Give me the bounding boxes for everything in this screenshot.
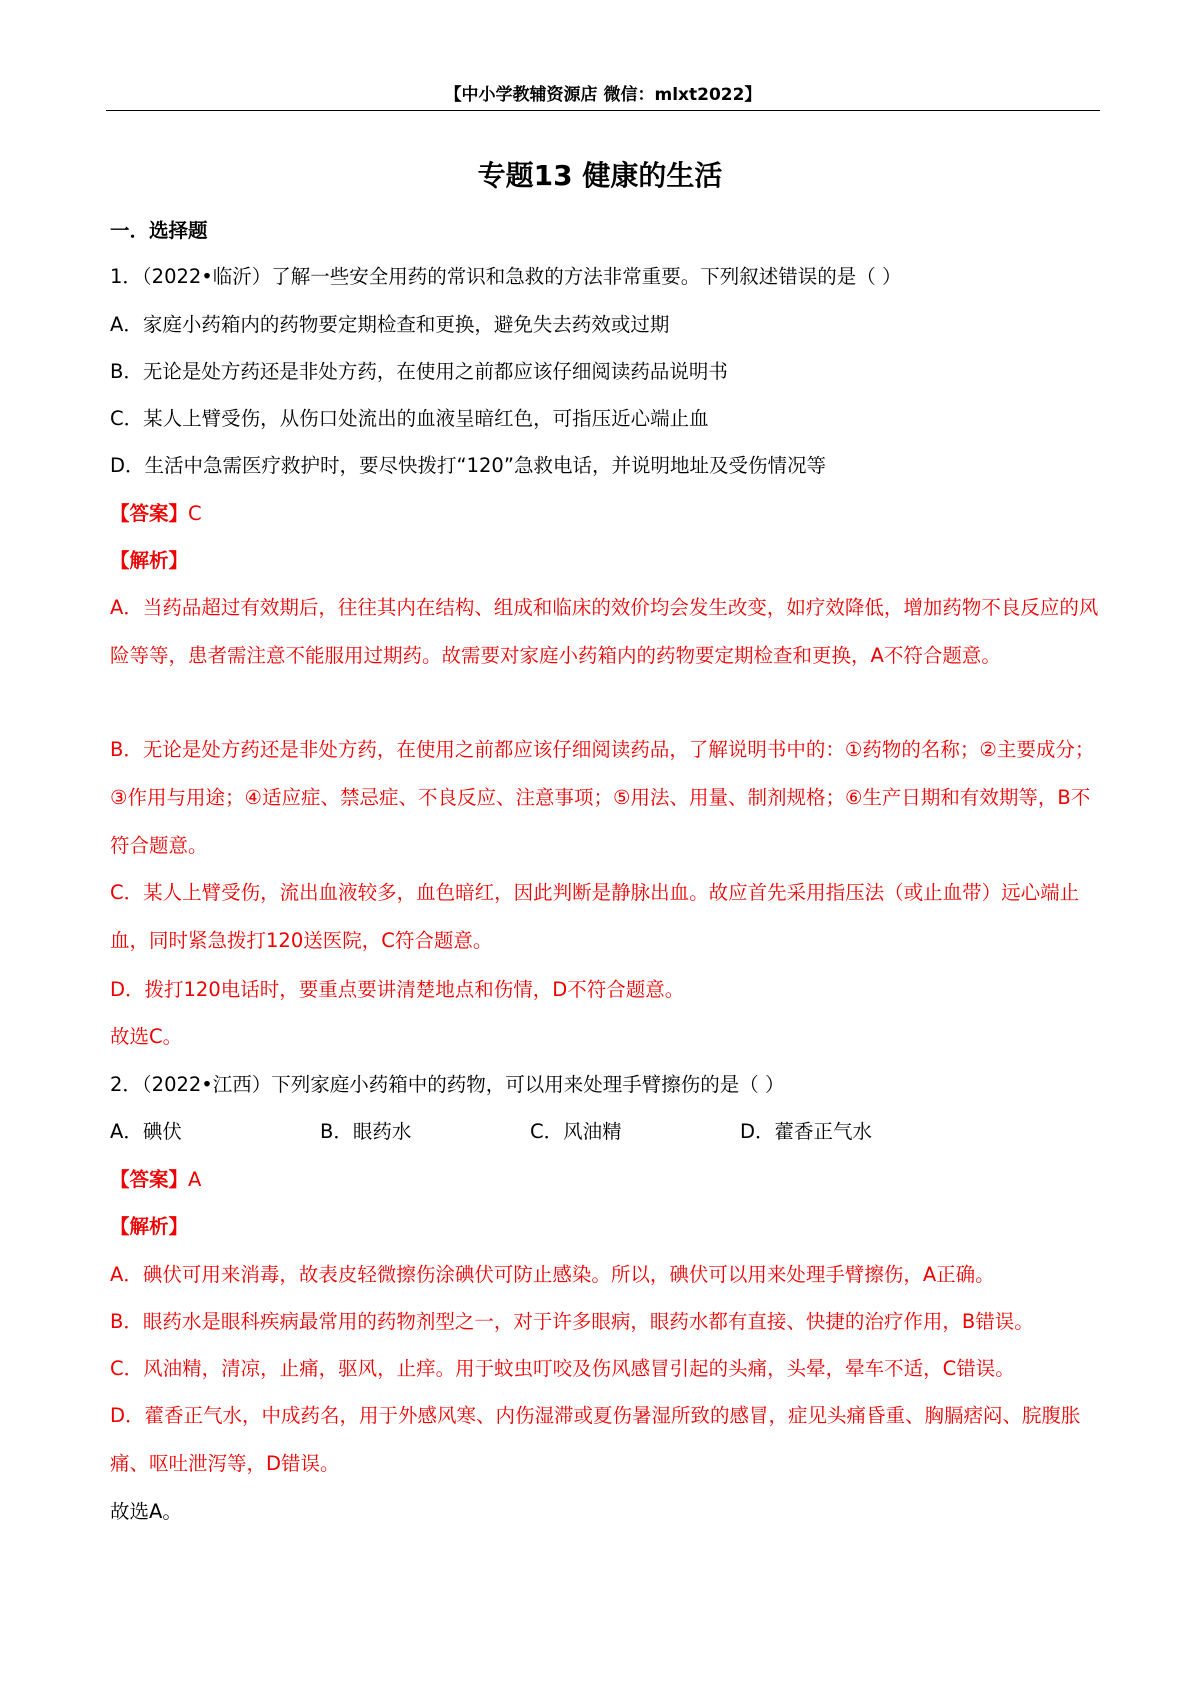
q2-option-b: B．眼药水 bbox=[320, 1120, 412, 1143]
q1-analysis-a: A．当药品超过有效期后，往往其内在结构、组成和临床的效价均会发生改变，如疗效降低，增加药物不良反应的风险等等，患者需注意不能服用过期药。故需要对家庭小药箱内的药物要定期检查和更换，A不符合题意。 bbox=[110, 596, 1099, 667]
page-header: 【中小学教辅资源店 微信：mlxt2022】 bbox=[444, 85, 762, 105]
q1-option-a: A．家庭小药箱内的药物要定期检查和更换，避免失去药效或过期 bbox=[110, 313, 670, 336]
q2-answer-value: A bbox=[188, 1168, 202, 1191]
q1-analysis-b: B．无论是处方药还是非处方药，在使用之前都应该仔细阅读药品，了解说明书中的：①药物的名称；②主要成分；③作用与用途；④适应症、禁忌症、不良反应、注意事项；⑤用法、用量、制剂规格；⑥生产日期和有效期等，B不符合题意。 bbox=[110, 738, 1095, 857]
header-rule bbox=[106, 110, 1100, 111]
q1-answer-label: 【答案】 bbox=[110, 502, 189, 525]
q2-answer-label: 【答案】 bbox=[110, 1168, 189, 1191]
q1-stem: 1．（2022•临沂）了解一些安全用药的常识和急救的方法非常重要。下列叙述错误的是（ ） bbox=[110, 265, 902, 288]
q1-answer-value: C bbox=[188, 502, 202, 525]
q1-option-b: B．无论是处方药还是非处方药，在使用之前都应该仔细阅读药品说明书 bbox=[110, 360, 728, 383]
q2-analysis-d: D．藿香正气水，中成药名，用于外感风寒、内伤湿滞或夏伤暑湿所致的感冒，症见头痛昏重、胸膈痞闷、脘腹胀痛、呕吐泄泻等，D错误。 bbox=[110, 1404, 1081, 1475]
q1-analysis-c: C．某人上臂受伤，流出血液较多，血色暗红，因此判断是静脉出血。故应首先采用指压法（或止血带）远心端止血，同时紧急拨打120送医院，C符合题意。 bbox=[110, 881, 1080, 952]
page-title: 专题13 健康的生活 bbox=[477, 159, 723, 192]
q1-option-d: D．生活中急需医疗救护时，要尽快拨打“120”急救电话，并说明地址及受伤情况等 bbox=[110, 454, 826, 477]
q1-option-c: C．某人上臂受伤，从伤口处流出的血液呈暗红色，可指压近心端止血 bbox=[110, 407, 709, 430]
q2-analysis-b: B．眼药水是眼科疾病最常用的药物剂型之一，对于许多眼病，眼药水都有直接、快捷的治疗作用，B错误。 bbox=[110, 1310, 1034, 1333]
q2-analysis-c: C．风油精，清凉，止痛，驱风，止痒。用于蚊虫叮咬及伤风感冒引起的头痛，头晕，晕车不适，C错误。 bbox=[110, 1357, 1015, 1380]
section-heading: 一．选择题 bbox=[110, 219, 208, 242]
q2-analysis-label: 【解析】 bbox=[110, 1215, 189, 1238]
q2-option-c: C．风油精 bbox=[530, 1120, 622, 1143]
q2-analysis-a: A．碘伏可用来消毒，故表皮轻微擦伤涂碘伏可防止感染。所以，碘伏可以用来处理手臂擦伤，A正确。 bbox=[110, 1263, 995, 1286]
q1-analysis-label: 【解析】 bbox=[110, 549, 189, 572]
q1-answer bbox=[110, 499, 1100, 529]
q2-stem: 2．（2022•江西）下列家庭小药箱中的药物，可以用来处理手臂擦伤的是（ ） bbox=[110, 1073, 785, 1096]
q1-analysis-d: D．拨打120电话时，要重点要讲清楚地点和伤情，D不符合题意。 bbox=[110, 978, 685, 1001]
q1-conclusion: 故选C。 bbox=[110, 1025, 183, 1048]
q2-option-a: A．碘伏 bbox=[110, 1120, 182, 1143]
q2-option-d: D．藿香正气水 bbox=[740, 1120, 873, 1143]
q2-conclusion: 故选A。 bbox=[110, 1500, 182, 1523]
q2-answer bbox=[110, 1165, 1100, 1195]
